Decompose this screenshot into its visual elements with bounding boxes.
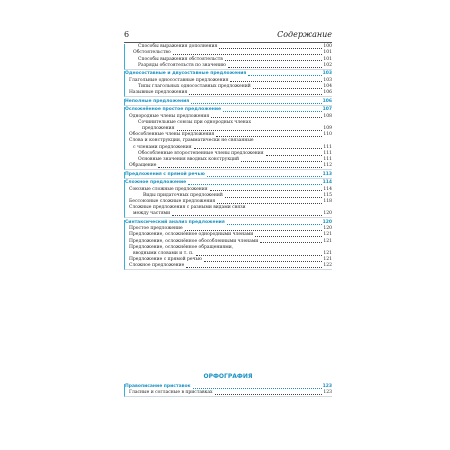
toc-entry: Простое предложение 120 — [129, 226, 332, 232]
toc-section-complicated — [124, 107, 332, 170]
page-number: 6 — [124, 30, 130, 39]
part-title: ОРФОГРАФИЯ — [203, 373, 253, 380]
toc-entry: Глагольные односоставные предложения 103 — [129, 77, 332, 83]
table-of-contents — [124, 44, 332, 270]
toc-entry: Обстоятельство 101 — [133, 50, 332, 56]
toc-heading: Предложения с прямой речью 113 — [125, 171, 332, 177]
toc-entry: Разряды обстоятельств по значению 102 — [138, 62, 332, 68]
toc-entry: Бессоюзные сложные предложения 118 — [129, 199, 332, 204]
toc-section-one-part — [124, 71, 332, 97]
toc-heading: Неполные предложения 106 — [125, 98, 332, 104]
toc-entry: Сложное предложение 122 — [129, 263, 332, 269]
toc-entry: Виды придаточных предложений 115 — [143, 192, 332, 198]
toc-heading: Односоставные и двусоставные предложения 103 — [125, 71, 332, 77]
table-of-contents-orthography — [124, 384, 332, 397]
toc-entry: Предложение, осложнённое однородными членами 121 — [129, 232, 332, 238]
toc-heading: Сложное предложение 114 — [125, 180, 332, 186]
toc-section-prefixes — [124, 384, 332, 397]
toc-entry: Способы выражения дополнения 100 — [138, 44, 332, 50]
toc-section-complex — [124, 180, 332, 218]
toc-entry: Слова и конструкции, грамматически не связанные с членами предложения 111 — [129, 138, 332, 150]
toc-entry: Основные значения вводных конструкций 111 — [138, 156, 332, 162]
toc-entry: Обращение 112 — [129, 163, 332, 169]
toc-entry: Типы глагольных односоставных предложений 104 — [138, 83, 332, 89]
page-header — [124, 30, 332, 43]
toc-entry: Предложение с прямой речью 121 — [129, 257, 332, 263]
running-title: Содержание — [277, 30, 332, 39]
toc-entry: Предложение, осложнённое обращениями, вводными словами и т. п. 121 — [129, 244, 332, 256]
toc-entry: Сочинительные союзы при однородных членах предложения 109 — [138, 119, 332, 131]
toc-section-members — [124, 44, 332, 70]
toc-section-direct-speech — [124, 172, 332, 179]
toc-entry: Назывные предложения 106 — [129, 90, 332, 95]
toc-entry: Гласные и согласные в приставках 123 — [129, 390, 332, 396]
toc-entry: Сложные предложения с разными видами связи между частями 120 — [129, 205, 332, 217]
toc-entry: Обособленные члены предложения 110 — [129, 132, 332, 138]
toc-entry: Союзные сложные предложения 114 — [129, 186, 332, 192]
toc-entry: Обособленные второстепенные члены предложения 111 — [138, 150, 332, 156]
toc-entry: Однородные члены предложения 108 — [129, 113, 332, 119]
toc-section-incomplete — [124, 99, 332, 106]
toc-section-analysis — [124, 220, 332, 271]
toc-heading: Синтаксический анализ предложения 120 — [125, 220, 332, 226]
toc-heading: Правописание приставок 123 — [125, 384, 332, 390]
toc-entry: Предложение, осложнённое обособленными членами 121 — [129, 238, 332, 244]
toc-entry: Способы выражения обстоятельств 101 — [138, 56, 332, 62]
toc-heading: Осложнённое простое предложение 107 — [125, 107, 332, 113]
